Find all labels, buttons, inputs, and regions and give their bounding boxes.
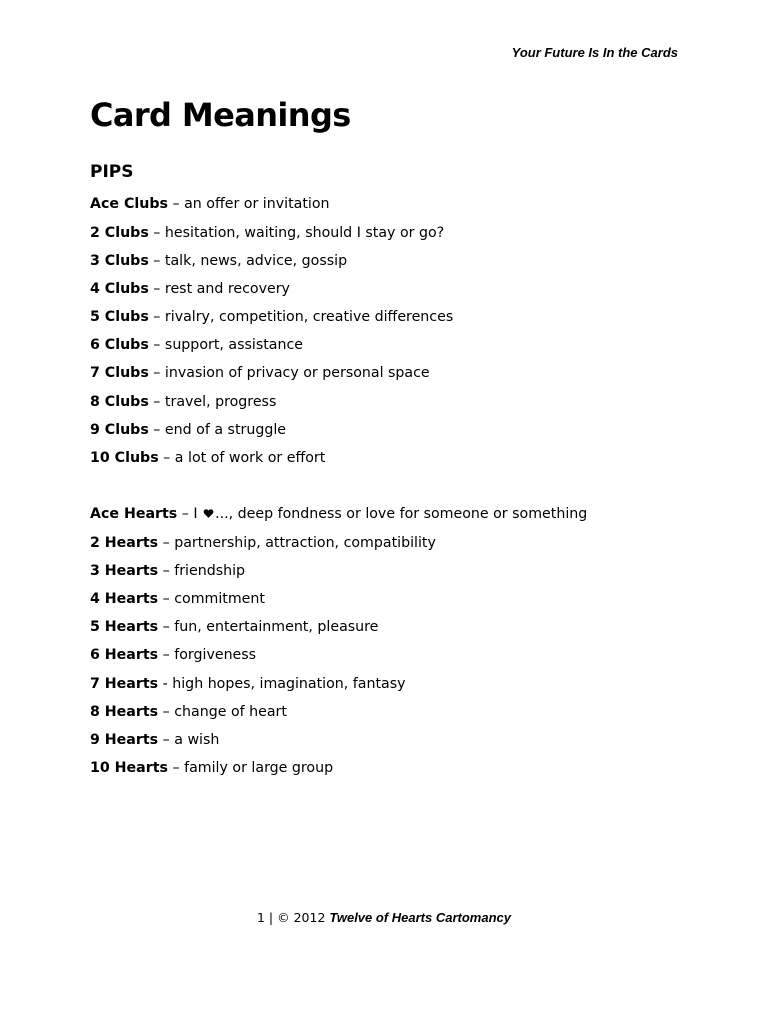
entry-9-hearts bbox=[90, 730, 219, 750]
card-meaning: hesitation, waiting, should I stay or go? bbox=[164, 225, 445, 241]
entry-7-hearts bbox=[90, 674, 406, 694]
card-meaning: rivalry, competition, creative differences bbox=[164, 309, 454, 325]
card-name: 3 Hearts bbox=[90, 563, 159, 579]
separator: – bbox=[158, 591, 175, 607]
separator: – bbox=[148, 281, 165, 297]
separator: – bbox=[158, 450, 175, 466]
card-name: 6 Hearts bbox=[90, 647, 159, 663]
separator: – bbox=[148, 394, 165, 410]
entry-3-hearts bbox=[90, 561, 245, 581]
card-name: 9 Clubs bbox=[90, 422, 149, 438]
card-name: 10 Clubs bbox=[90, 450, 159, 466]
card-name: 9 Hearts bbox=[90, 732, 159, 748]
entry-5-clubs bbox=[90, 307, 453, 327]
separator: – bbox=[148, 225, 165, 241]
entry-3-clubs bbox=[90, 251, 347, 271]
card-meaning: family or large group bbox=[184, 760, 334, 776]
card-name: 8 Clubs bbox=[90, 394, 149, 410]
card-meaning: change of heart bbox=[174, 704, 287, 720]
card-meaning: commitment bbox=[174, 591, 265, 607]
card-name: Ace Hearts bbox=[90, 506, 178, 522]
page-footer bbox=[0, 910, 768, 925]
card-meaning: a wish bbox=[174, 732, 220, 748]
card-name: 5 Clubs bbox=[90, 309, 149, 325]
card-name: 8 Hearts bbox=[90, 704, 159, 720]
card-name: 4 Clubs bbox=[90, 281, 149, 297]
card-name: 4 Hearts bbox=[90, 591, 159, 607]
card-meaning: partnership, attraction, compatibility bbox=[174, 535, 436, 551]
page-number: 1 bbox=[257, 910, 265, 925]
meaning-prefix: I bbox=[193, 506, 203, 522]
entry-ace-hearts bbox=[90, 504, 587, 524]
separator: – bbox=[158, 619, 175, 635]
separator: - bbox=[158, 676, 173, 692]
entry-ace-clubs bbox=[90, 194, 330, 214]
separator: – bbox=[148, 422, 165, 438]
entry-6-hearts bbox=[90, 645, 256, 665]
section-heading-pips: PIPS bbox=[90, 162, 134, 182]
card-meaning: high hopes, imagination, fantasy bbox=[172, 676, 406, 692]
separator: – bbox=[148, 337, 165, 353]
separator: – bbox=[158, 704, 175, 720]
card-name: 5 Hearts bbox=[90, 619, 159, 635]
card-meaning: friendship bbox=[174, 563, 246, 579]
heart-icon bbox=[203, 505, 214, 516]
entry-2-hearts bbox=[90, 533, 436, 553]
card-meaning: talk, news, advice, gossip bbox=[164, 253, 348, 269]
card-meaning: an offer or invitation bbox=[184, 196, 330, 212]
separator: – bbox=[158, 563, 175, 579]
separator: – bbox=[167, 196, 185, 212]
card-meaning: travel, progress bbox=[164, 394, 277, 410]
card-meaning: invasion of privacy or personal space bbox=[164, 365, 430, 381]
card-meaning: forgiveness bbox=[174, 647, 257, 663]
entry-4-clubs bbox=[90, 279, 290, 299]
separator: – bbox=[158, 732, 175, 748]
running-header: Your Future Is In the Cards bbox=[511, 45, 678, 60]
entry-7-clubs bbox=[90, 363, 430, 383]
card-name: Ace Clubs bbox=[90, 196, 168, 212]
copyright: © 2012 bbox=[277, 910, 330, 925]
separator: – bbox=[158, 647, 175, 663]
card-meaning: ..., deep fondness or love for someone or something bbox=[215, 506, 588, 522]
entry-4-hearts bbox=[90, 589, 265, 609]
card-name: 3 Clubs bbox=[90, 253, 149, 269]
card-meaning: fun, entertainment, pleasure bbox=[174, 619, 379, 635]
footer-brand: Twelve of Hearts Cartomancy bbox=[329, 910, 511, 925]
entry-10-hearts bbox=[90, 758, 333, 778]
card-name: 7 Clubs bbox=[90, 365, 149, 381]
page-title: Card Meanings bbox=[90, 96, 351, 134]
separator: – bbox=[148, 253, 165, 269]
card-name: 10 Hearts bbox=[90, 760, 168, 776]
card-meaning: a lot of work or effort bbox=[174, 450, 326, 466]
card-name: 2 Hearts bbox=[90, 535, 159, 551]
entry-2-clubs bbox=[90, 223, 444, 243]
separator: – bbox=[158, 535, 175, 551]
entry-8-clubs bbox=[90, 392, 276, 412]
entry-6-clubs bbox=[90, 335, 303, 355]
entry-8-hearts bbox=[90, 702, 287, 722]
card-name: 6 Clubs bbox=[90, 337, 149, 353]
entry-9-clubs bbox=[90, 420, 286, 440]
separator: – bbox=[148, 309, 165, 325]
entry-10-clubs bbox=[90, 448, 325, 468]
entry-5-hearts bbox=[90, 617, 378, 637]
card-meaning: support, assistance bbox=[164, 337, 304, 353]
separator: – bbox=[167, 760, 185, 776]
separator: – bbox=[177, 506, 194, 522]
card-meaning: rest and recovery bbox=[164, 281, 290, 297]
card-name: 7 Hearts bbox=[90, 676, 159, 692]
card-name: 2 Clubs bbox=[90, 225, 149, 241]
footer-divider: | bbox=[264, 910, 278, 925]
card-meaning: end of a struggle bbox=[164, 422, 287, 438]
separator: – bbox=[148, 365, 165, 381]
